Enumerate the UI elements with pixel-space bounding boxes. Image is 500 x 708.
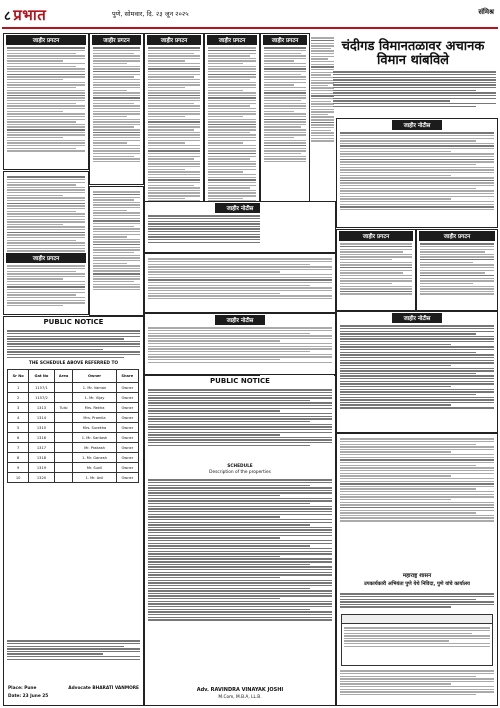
table-body (8, 383, 139, 483)
tender-body (340, 592, 494, 609)
table-cell (54, 463, 73, 473)
notice-text (148, 257, 332, 310)
table-cell (54, 473, 73, 483)
table-cell (54, 423, 73, 433)
table-header: Area (54, 370, 73, 383)
notice-box (336, 229, 416, 311)
notice-box (89, 33, 144, 185)
public-notice-footer-text (7, 639, 140, 661)
notice-text (264, 46, 306, 200)
notice-header: जाहीर प्रगटन (419, 231, 495, 241)
notice-box (3, 252, 89, 315)
table-cell: 8 (8, 453, 29, 463)
table-cell: 10 (8, 473, 29, 483)
table-cell: 1. Mr. Anil (73, 473, 116, 483)
notice-box (144, 253, 336, 313)
schedule-body (148, 478, 332, 622)
table-row (8, 433, 139, 443)
notice-header: जाहीर प्रगटन (263, 35, 307, 45)
table-row (8, 393, 139, 403)
table-cell: 1. Mr. Ganesh (73, 453, 116, 463)
advocate-name: Advocate BHARATI VANMORE (68, 686, 139, 691)
table-cell: Owner (116, 393, 138, 403)
table-cell: Owner (116, 423, 138, 433)
schedule-title: SCHEDULE (227, 464, 253, 469)
advocate-name: Adv. RAVINDRA VINAYAK JOSHI (196, 687, 284, 693)
notice-text (420, 242, 494, 308)
table-cell: Owner (116, 443, 138, 453)
notice-box (336, 311, 498, 433)
table-cell: Owner (116, 463, 138, 473)
newspaper-logo (4, 5, 46, 25)
logo-text: प्रभात (13, 6, 47, 24)
table-cell: Owner (116, 413, 138, 423)
notice-header: जाहीर नोटीस (392, 120, 442, 130)
table-row (8, 463, 139, 473)
table-row (8, 383, 139, 393)
notice-header: जाहीर प्रगटन (339, 231, 413, 241)
table-cell: Mrs. Pramila (73, 413, 116, 423)
table-cell: 7 (8, 443, 29, 453)
table-cell: 9 (8, 463, 29, 473)
table-cell: 1316 (29, 433, 54, 443)
notice-header: जाहीर प्रगटन (92, 35, 141, 45)
schedule-description: Description of the properties (209, 470, 271, 475)
notice-text (93, 46, 140, 182)
notice-box (416, 229, 498, 311)
page-number: ८ (4, 9, 12, 24)
notice-text (340, 324, 494, 430)
notice-header: जाहीर नोटीस (215, 315, 265, 325)
table-cell (54, 413, 73, 423)
table-cell: 1. Mr. Vijay (73, 393, 116, 403)
table-cell: Mr. Prakash (73, 443, 116, 453)
public-notice-title: PUBLIC NOTICE (43, 318, 104, 326)
table-cell: 6 (8, 433, 29, 443)
table-cell: Owner (116, 383, 138, 393)
table-cell: 3 (8, 403, 29, 413)
table-cell (54, 393, 73, 403)
table-cell: Owner (116, 473, 138, 483)
tender-intro (340, 437, 494, 523)
table-cell: Mrs. Surekha (73, 423, 116, 433)
public-notice-body (7, 329, 140, 359)
date-line: पुणे, सोमवार, दि. २३ जून २०२५ (112, 10, 189, 18)
table-header: Gat No (29, 370, 54, 383)
public-notice-left (3, 316, 144, 706)
table-header-row (8, 370, 139, 383)
section-name: संमिश्र (478, 8, 494, 16)
notice-header: जाहीर नोटीस (215, 203, 265, 213)
tender-footer (340, 669, 494, 697)
notice-header: जाहीर प्रगटन (207, 35, 257, 45)
table-cell: Owner (116, 433, 138, 443)
notice-box (89, 186, 144, 316)
table-row (8, 453, 139, 463)
tender-notice (336, 433, 498, 706)
notice-header: जाहीर नोटीस (392, 313, 442, 323)
table-cell: Mr. Sunil (73, 463, 116, 473)
table-cell: Mrs. Rekha (73, 403, 116, 413)
masthead (2, 3, 498, 29)
table-header: Share (116, 370, 138, 383)
notice-box (336, 118, 498, 228)
notice-box (144, 313, 336, 375)
table-cell: Tulsi (54, 403, 73, 413)
notice-text (148, 326, 332, 372)
table-cell (54, 443, 73, 453)
masthead-rule (2, 27, 498, 29)
notice-header: जाहीर प्रगटन (6, 35, 86, 45)
public-notice-title: PUBLIC NOTICE (210, 377, 270, 385)
notice-text (340, 242, 412, 308)
table-cell (54, 433, 73, 443)
notice-text (7, 264, 85, 312)
table-cell: Owner (116, 453, 138, 463)
notice-date: Date: 23 June 25 (8, 694, 49, 699)
table-cell (54, 453, 73, 463)
table-cell: 1313 (29, 403, 54, 413)
tender-table-body (342, 624, 492, 650)
notice-header: जाहीर प्रगटन (6, 253, 86, 263)
notice-text (93, 190, 140, 313)
notice-column (260, 203, 334, 251)
tender-table-header (342, 615, 492, 624)
story-text (333, 70, 496, 118)
table-cell: 1315 (29, 423, 54, 433)
table-cell: 1317 (29, 443, 54, 453)
advocate-qualification: M.Com, M.B.A, LL.B. (218, 695, 262, 700)
table-row (8, 423, 139, 433)
table-cell: 4 (8, 413, 29, 423)
table-cell: 1319 (29, 463, 54, 473)
table-cell (54, 383, 73, 393)
notice-text (340, 131, 494, 225)
notice-header: जाहीर प्रगटन (147, 35, 201, 45)
notice-place: Place: Pune (8, 686, 37, 691)
table-cell: 1. Mr. Santosh (73, 433, 116, 443)
table-cell: 1314 (29, 413, 54, 423)
table-cell: Owner (116, 403, 138, 413)
tender-subtitle: उपकार्यकारी अभियंता पुणे येथे निविदा, पुणे यांचे कार्यालय (364, 581, 470, 587)
public-notice-mid (144, 375, 336, 706)
tender-title: महाराष्ट्र शासन (402, 573, 432, 579)
notice-box (3, 33, 89, 170)
schedule-table (7, 369, 139, 483)
table-cell: 2 (8, 393, 29, 403)
spacer (260, 375, 334, 376)
table-row (8, 413, 139, 423)
headline: चंदीगड विमानतळावर अचानक विमान थांबविले (341, 39, 485, 68)
table-cell: 1157/2 (29, 393, 54, 403)
table-row (8, 473, 139, 483)
schedule-title: THE SCHEDULE ABOVE REFERRED TO (28, 361, 119, 366)
notice-box (260, 33, 310, 203)
notice-text (7, 46, 85, 167)
table-row (8, 403, 139, 413)
table-header: Sr No (8, 370, 29, 383)
table-row (8, 443, 139, 453)
table-cell: 5 (8, 423, 29, 433)
table-header: Owner (73, 370, 116, 383)
table-cell: 1318 (29, 453, 54, 463)
public-notice-body (148, 388, 332, 447)
table-cell: 1320 (29, 473, 54, 483)
table-cell: 1157/1 (29, 383, 54, 393)
tender-table (341, 614, 493, 666)
table-cell: 1 (8, 383, 29, 393)
table-cell: 1. Mr. Vaman (73, 383, 116, 393)
